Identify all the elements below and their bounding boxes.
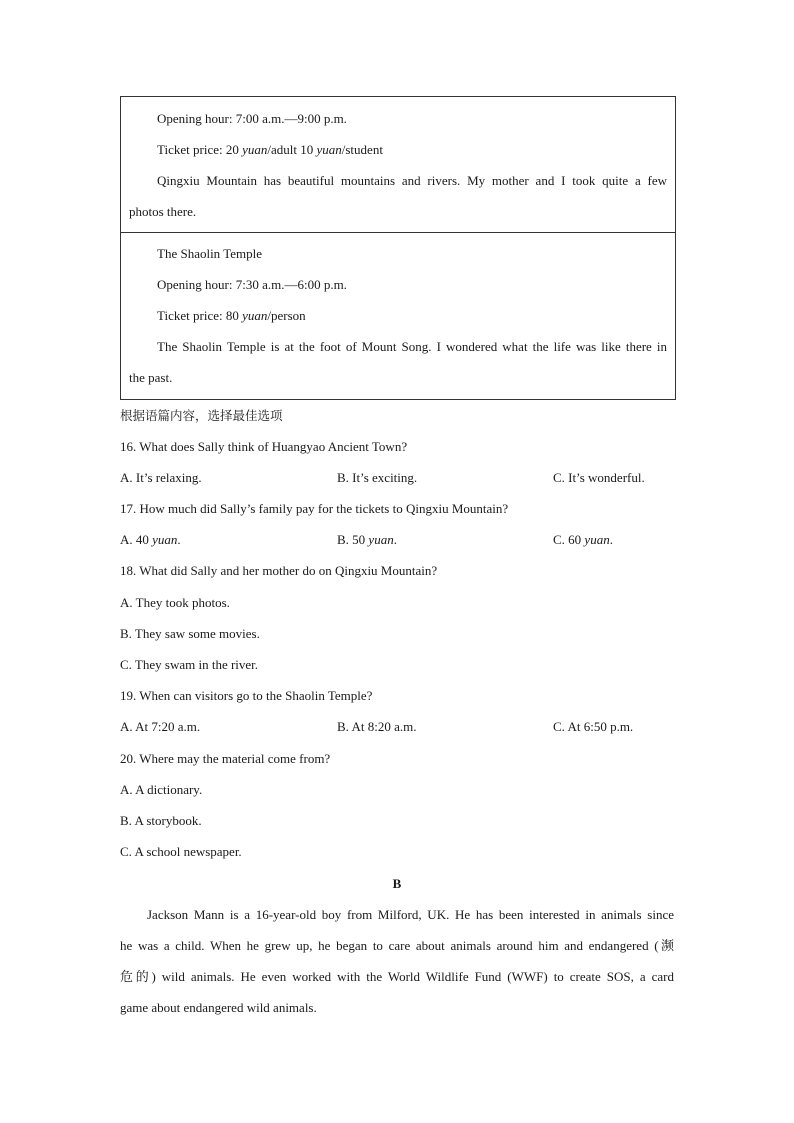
period: . [393, 532, 397, 547]
paragraph-line: 危的) wild animals. He even worked with the World Wildlife Fund (WWF) to create SOS, a card [120, 969, 674, 984]
ticket-price [157, 308, 306, 324]
option-c: C. At 6:50 p.m. [553, 719, 634, 734]
period: . [609, 532, 613, 547]
question-19: 19. When can visitors go to the Shaolin Temple? [120, 688, 373, 703]
paragraph-line: he was a child. When he grew up, he began to care about animals around him and endangered (濒 [120, 938, 674, 953]
option-b: B. A storybook. [120, 813, 202, 828]
currency-unit: yuan [242, 308, 268, 323]
option-text: A. 40 [120, 532, 153, 547]
description-line: the past. [129, 370, 173, 385]
option-text: C. 60 [553, 532, 585, 547]
opening-hour: Opening hour: 7:30 a.m.—6:00 p.m. [157, 277, 347, 292]
description-line: The Shaolin Temple is at the foot of Mount Song. I wondered what the life was like there in [157, 339, 667, 354]
ticket-text: /person [267, 308, 306, 323]
currency-unit: yuan [152, 532, 178, 547]
option-a: A. It’s relaxing. [120, 470, 202, 485]
paragraph-line: game about endangered wild animals. [120, 1000, 317, 1015]
period: . [177, 532, 181, 547]
place-title: The Shaolin Temple [157, 246, 262, 261]
option-b: B. It’s exciting. [337, 470, 418, 485]
option-a: A. They took photos. [120, 595, 230, 610]
description-line: Qingxiu Mountain has beautiful mountains and rivers. My mother and I took quite a few [157, 173, 667, 188]
option-c [553, 532, 613, 548]
option-a: A. At 7:20 a.m. [120, 719, 201, 734]
ticket-price [157, 142, 383, 158]
option-b: B. At 8:20 a.m. [337, 719, 417, 734]
question-16: 16. What does Sally think of Huangyao Ancient Town? [120, 439, 408, 454]
ticket-text: Ticket price: 80 [157, 308, 243, 323]
currency-unit: yuan [242, 142, 268, 157]
question-17: 17. How much did Sally’s family pay for the tickets to Qingxiu Mountain? [120, 501, 509, 516]
ticket-text: /adult 10 [267, 142, 317, 157]
option-a [120, 532, 181, 548]
question-20: 20. Where may the material come from? [120, 751, 331, 766]
option-b: B. They saw some movies. [120, 626, 260, 641]
currency-unit: yuan [316, 142, 342, 157]
question-18: 18. What did Sally and her mother do on Qingxiu Mountain? [120, 563, 438, 578]
instruction: 根据语篇内容，选择最佳选项 [120, 408, 283, 423]
currency-unit: yuan [368, 532, 394, 547]
option-c: C. They swam in the river. [120, 657, 259, 672]
paragraph-line: Jackson Mann is a 16-year-old boy from Milford, UK. He has been interested in animals since [147, 907, 674, 922]
info-box-shaolin [120, 232, 676, 400]
option-a: A. A dictionary. [120, 782, 203, 797]
option-c: C. A school newspaper. [120, 844, 242, 859]
option-b [337, 532, 397, 548]
description-line: photos there. [129, 204, 197, 219]
info-box-qingxiu [120, 96, 676, 233]
option-text: B. 50 [337, 532, 369, 547]
opening-hour: Opening hour: 7:00 a.m.—9:00 p.m. [157, 111, 347, 126]
ticket-text: Ticket price: 20 [157, 142, 243, 157]
currency-unit: yuan [584, 532, 610, 547]
ticket-text: /student [341, 142, 383, 157]
section-heading: B [392, 876, 402, 891]
option-c: C. It’s wonderful. [553, 470, 645, 485]
